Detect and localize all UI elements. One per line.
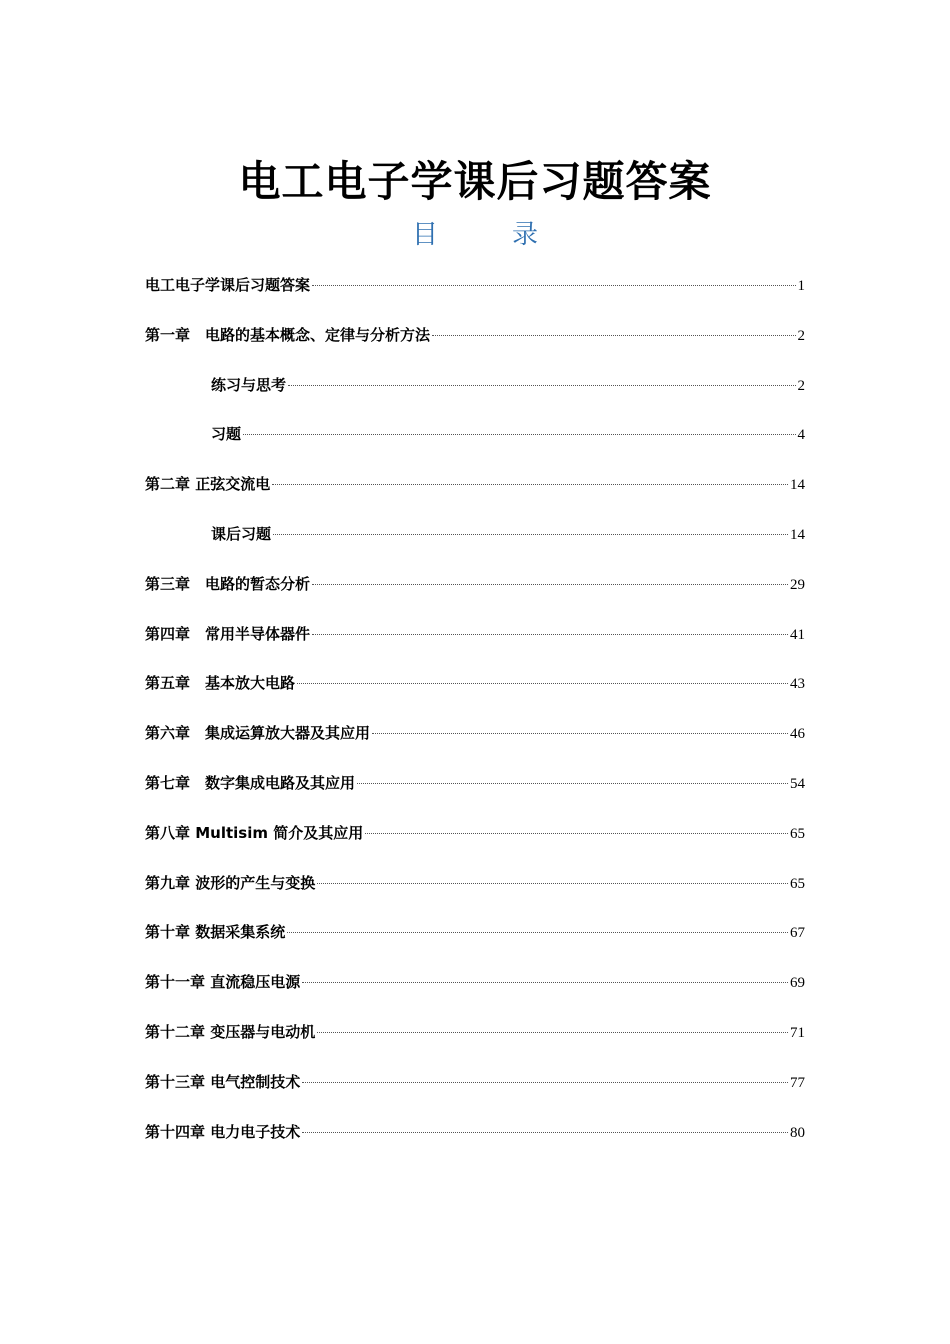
dot-leader [272,484,788,485]
toc-entry-problems[interactable] [145,419,805,469]
toc-entry-label: 电工电子学课后习题答案 [145,276,311,294]
document-title: 电工电子学课后习题答案 [238,157,712,207]
toc-entry-chapter-4[interactable] [145,619,805,669]
toc-entry-chapter-8[interactable] [145,818,805,868]
toc-entry-label: 第三章 电路的暂态分析 [145,574,311,593]
toc-page-number: 71 [790,1024,805,1041]
toc-entry-chapter-11[interactable] [145,967,805,1017]
dot-leader [372,733,788,734]
dot-leader [243,434,795,435]
toc-entry-after-class-problems[interactable] [145,519,805,569]
toc-page-number: 80 [790,1124,805,1141]
toc-page-number: 4 [797,427,805,444]
toc-entry-chapter-9[interactable] [145,868,805,918]
dot-leader [312,285,795,286]
toc-page-number: 14 [790,477,805,494]
toc-entry-label: 第四章 常用半导体器件 [145,624,311,643]
toc-entry-title[interactable] [145,270,805,320]
toc-entry-chapter-14[interactable] [145,1117,805,1167]
toc-entry-label: 第一章 电路的基本概念、定律与分析方法 [145,325,431,344]
toc-entry-label: 第十一章 直流稳压电源 [145,973,301,992]
toc-page-number: 67 [790,925,805,942]
toc-entry-label: 习题 [211,425,242,444]
toc-page-number: 41 [790,626,805,643]
toc-entry-label: 第八章 Multisim 简介及其应用 [145,823,364,842]
toc-entry-chapter-5[interactable] [145,668,805,718]
dot-leader [273,534,788,535]
toc-entry-label: 第十二章 变压器与电动机 [145,1022,316,1041]
toc-page-number: 43 [790,676,805,693]
dot-leader [302,982,788,983]
toc-entry-label: 第九章 波形的产生与变换 [145,873,316,892]
dot-leader [317,883,788,884]
table-of-contents [145,270,805,1166]
toc-entry-chapter-13[interactable] [145,1067,805,1117]
toc-entry-label: 练习与思考 [211,375,287,394]
toc-entry-exercises-and-thinking[interactable] [145,370,805,420]
dot-leader [302,1132,788,1133]
dot-leader [317,1032,788,1033]
toc-page-number: 46 [790,726,805,743]
dot-leader [365,833,788,834]
toc-heading-char-2: 录 [512,220,539,250]
toc-page-number: 2 [797,327,805,344]
toc-page-number: 2 [797,377,805,394]
dot-leader [287,932,788,933]
toc-page-number: 54 [790,775,805,792]
toc-heading [0,215,950,255]
toc-entry-chapter-6[interactable] [145,718,805,768]
toc-page-number: 14 [790,526,805,543]
toc-entry-chapter-10[interactable] [145,917,805,967]
toc-entry-chapter-3[interactable] [145,569,805,619]
toc-entry-label: 第五章 基本放大电路 [145,674,296,693]
toc-entry-label: 第十三章 电气控制技术 [145,1072,301,1091]
dot-leader [288,385,795,386]
toc-entry-label: 第七章 数字集成电路及其应用 [145,773,356,792]
dot-leader [297,683,788,684]
toc-entry-chapter-7[interactable] [145,768,805,818]
toc-page-number: 65 [790,825,805,842]
toc-entry-label: 第十四章 电力电子技术 [145,1122,301,1141]
dot-leader [357,783,788,784]
toc-entry-label: 第十章 数据采集系统 [145,923,286,942]
toc-entry-label: 课后习题 [211,524,272,543]
toc-page-number: 65 [790,875,805,892]
dot-leader [312,634,788,635]
toc-heading-char-1: 目 [411,220,438,250]
toc-entry-label: 第六章 集成运算放大器及其应用 [145,724,371,743]
dot-leader [432,335,795,336]
toc-entry-label: 第二章 正弦交流电 [145,475,271,494]
toc-page-number: 29 [790,576,805,593]
toc-entry-chapter-12[interactable] [145,1017,805,1067]
toc-page-number: 77 [790,1074,805,1091]
toc-entry-chapter-1[interactable] [145,320,805,370]
toc-page-number: 1 [797,278,805,294]
toc-entry-chapter-2[interactable] [145,469,805,519]
toc-page-number: 69 [790,975,805,992]
dot-leader [302,1082,788,1083]
dot-leader [312,584,788,585]
